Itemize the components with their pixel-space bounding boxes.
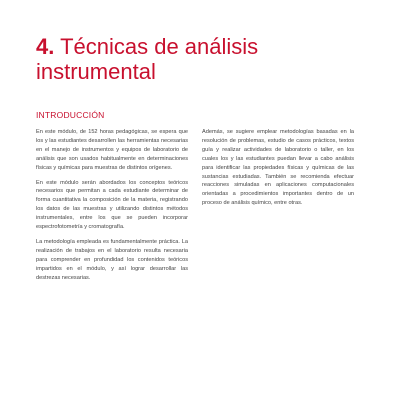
- section-heading: INTRODUCCIÓN: [36, 110, 105, 120]
- paragraph: La metodología empleada es fundamentalmente práctica. La realización de trabajos en el laboratorio resulta necesaria para comprender en profundidad los contenidos teóricos impartidos en el módulo, y así lograr desarrollar las destrezas necesarias.: [36, 238, 188, 281]
- chapter-title-text: Técnicas de análisis instrumental: [36, 34, 259, 84]
- chapter-title: [36, 34, 366, 84]
- paragraph: En este módulo, de 152 horas pedagógicas, se espera que los y las estudiantes desarrollen las herramientas necesarias en el manejo de instrumentos y equipos de laboratorio de análisis que son usados habitualmente en determinaciones físicas y químicas para muestras de distintos orígenes.: [36, 129, 188, 171]
- right-column: [202, 128, 354, 214]
- chapter-number: 4.: [36, 34, 55, 59]
- paragraph: En este módulo serán abordados los conceptos teóricos necesarios que permitan a cada estudiante determinar de forma cuantitativa la composición de la materia, registrando los datos de las muestras y utilizando distintos métodos instrumentales, entre los que se pueden incorporar espectrofotometría y cromatografía.: [36, 179, 188, 231]
- paragraph: Además, se sugiere emplear metodologías basadas en la resolución de problemas, estudio de casos prácticos, textos guía y realizar actividades de laboratorio o taller, en los cuales los y las estudiantes puedan llevar a cabo análisis para identificar las propiedades físicas y químicas de las sustancias estudiadas. También se recomienda efectuar reacciones simuladas en aplicaciones computacionales orientadas a procedimientos importantes dentro de un proceso de análisis químico, entre otras.: [202, 129, 354, 207]
- left-column: [36, 128, 188, 289]
